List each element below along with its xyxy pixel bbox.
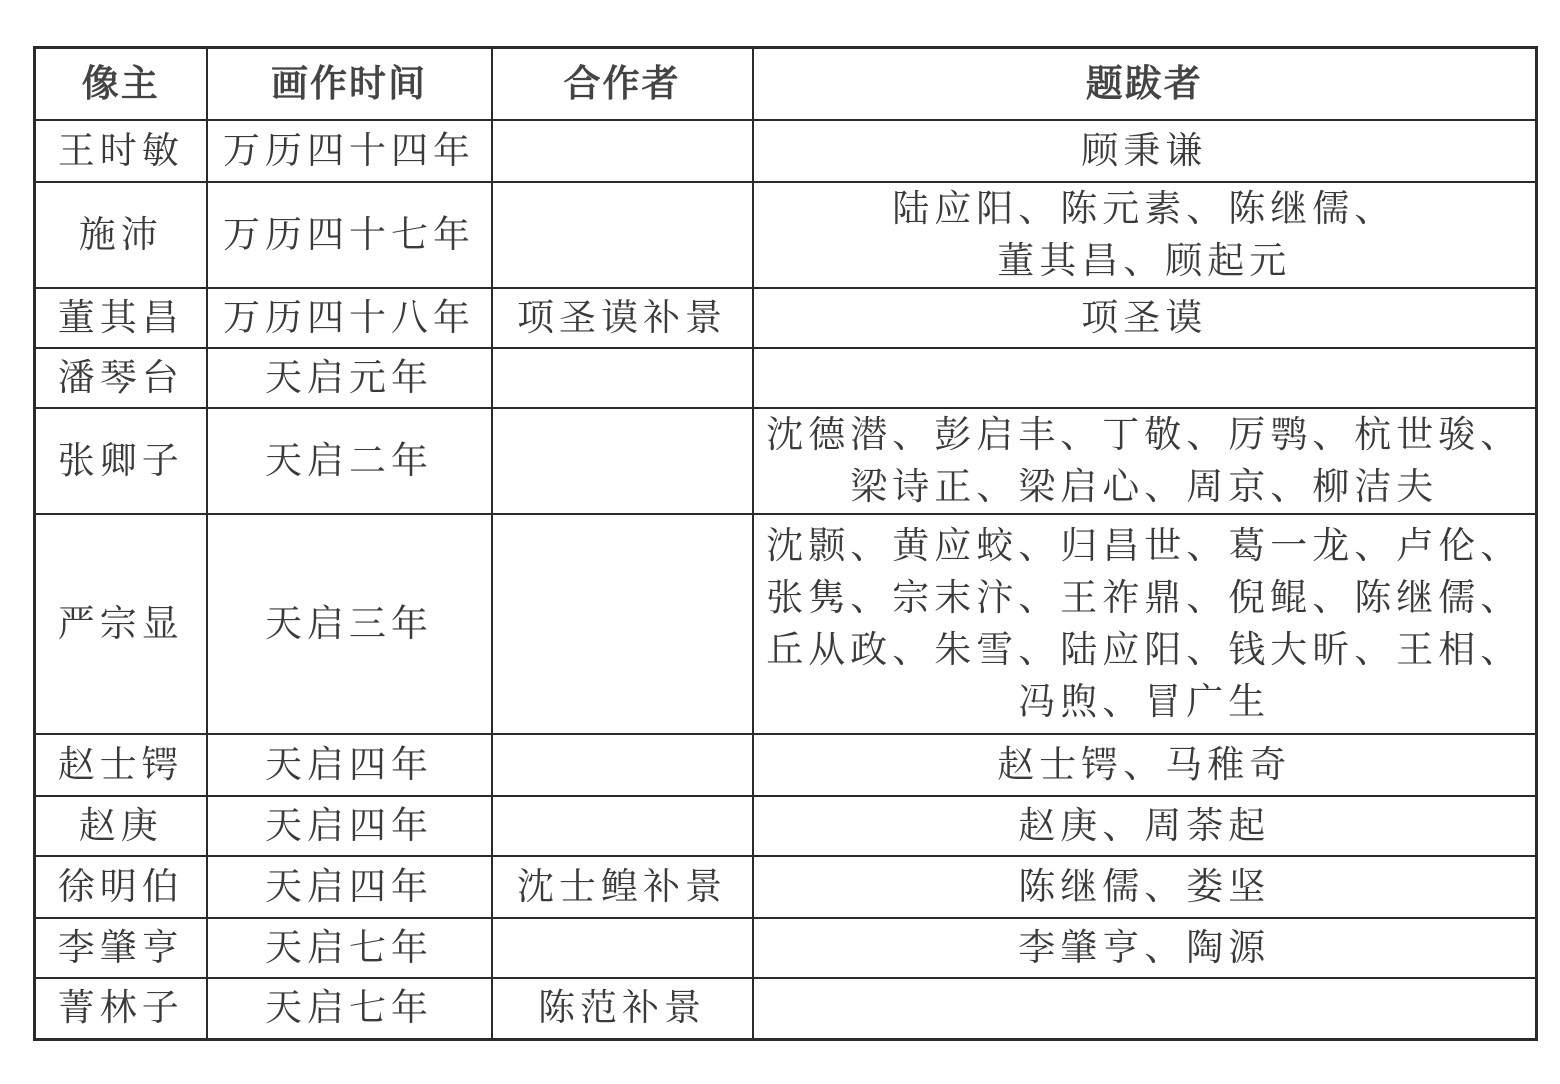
table-row [35, 120, 1537, 182]
cell-inscribers [753, 856, 1537, 918]
cell-inscribers [753, 408, 1537, 514]
cell-date: 天启四年 [207, 796, 492, 856]
cell-date: 天启七年 [207, 918, 492, 978]
cell-collaborator: 陈范补景 [492, 978, 753, 1040]
cell-collaborator [492, 408, 753, 514]
cell-inscribers [753, 348, 1537, 408]
inscriber-line: 冯煦、冒广生 [1018, 679, 1271, 723]
cell-sitter: 董其昌 [35, 288, 207, 348]
cell-date: 天启四年 [207, 734, 492, 796]
header-inscribers: 题跋者 [753, 48, 1537, 120]
cell-sitter: 潘琴台 [35, 348, 207, 408]
cell-date: 天启元年 [207, 348, 492, 408]
table-row [35, 182, 1537, 288]
cell-inscribers [753, 918, 1537, 978]
inscriber-line: 项圣谟 [1081, 295, 1208, 339]
header-collaborator: 合作者 [492, 48, 753, 120]
inscriber-line: 丘从政、朱雪、陆应阳、钱大昕、王相、 [766, 627, 1523, 671]
inscriber-line: 顾秉谦 [1081, 128, 1208, 172]
cell-collaborator: 沈士鳇补景 [492, 856, 753, 918]
cell-date: 天启三年 [207, 514, 492, 734]
inscriber-line: 赵士锷、马稚奇 [997, 742, 1292, 786]
table-row [35, 978, 1537, 1040]
inscriber-line: 沈德潜、彭启丰、丁敬、厉鹗、杭世骏、 [766, 412, 1523, 456]
cell-collaborator [492, 348, 753, 408]
table-row [35, 796, 1537, 856]
cell-date: 天启四年 [207, 856, 492, 918]
portrait-table [33, 46, 1538, 1041]
cell-inscribers [753, 978, 1537, 1040]
cell-collaborator [492, 514, 753, 734]
table-row [35, 856, 1537, 918]
inscriber-line: 董其昌、顾起元 [997, 238, 1292, 282]
inscriber-line: 沈颢、黄应蛟、归昌世、葛一龙、卢伦、 [766, 523, 1523, 567]
cell-sitter: 赵庚 [35, 796, 207, 856]
cell-collaborator [492, 120, 753, 182]
cell-date: 万历四十七年 [207, 182, 492, 288]
cell-sitter: 赵士锷 [35, 734, 207, 796]
cell-date: 万历四十四年 [207, 120, 492, 182]
table-body [35, 120, 1537, 1040]
cell-inscribers [753, 120, 1537, 182]
table-row [35, 348, 1537, 408]
cell-sitter: 徐明伯 [35, 856, 207, 918]
cell-inscribers [753, 182, 1537, 288]
table-row [35, 918, 1537, 978]
cell-inscribers [753, 288, 1537, 348]
cell-collaborator [492, 182, 753, 288]
cell-inscribers [753, 514, 1537, 734]
inscriber-line: 陆应阳、陈元素、陈继儒、 [892, 186, 1397, 230]
cell-inscribers [753, 796, 1537, 856]
cell-sitter: 菁林子 [35, 978, 207, 1040]
header-sitter: 像主 [35, 48, 207, 120]
cell-sitter: 严宗显 [35, 514, 207, 734]
cell-collaborator [492, 734, 753, 796]
cell-date: 天启七年 [207, 978, 492, 1040]
inscriber-line: 张隽、宗末汴、王祚鼎、倪鲲、陈继儒、 [766, 575, 1523, 619]
cell-collaborator [492, 918, 753, 978]
cell-sitter: 张卿子 [35, 408, 207, 514]
cell-date: 天启二年 [207, 408, 492, 514]
inscriber-line: 梁诗正、梁启心、周京、柳洁夫 [850, 464, 1439, 508]
cell-sitter: 王时敏 [35, 120, 207, 182]
cell-inscribers [753, 734, 1537, 796]
table-row [35, 288, 1537, 348]
table-header [35, 48, 1537, 120]
table-row [35, 514, 1537, 734]
table-row [35, 408, 1537, 514]
inscriber-line: 陈继儒、娄坚 [1018, 864, 1271, 908]
cell-collaborator: 项圣谟补景 [492, 288, 753, 348]
header-row [35, 48, 1537, 120]
cell-sitter: 李肇亨 [35, 918, 207, 978]
table-row [35, 734, 1537, 796]
inscriber-line: 李肇亨、陶源 [1018, 925, 1271, 969]
header-date: 画作时间 [207, 48, 492, 120]
cell-date: 万历四十八年 [207, 288, 492, 348]
cell-collaborator [492, 796, 753, 856]
cell-sitter: 施沛 [35, 182, 207, 288]
inscriber-line: 赵庚、周荼起 [1018, 803, 1271, 847]
